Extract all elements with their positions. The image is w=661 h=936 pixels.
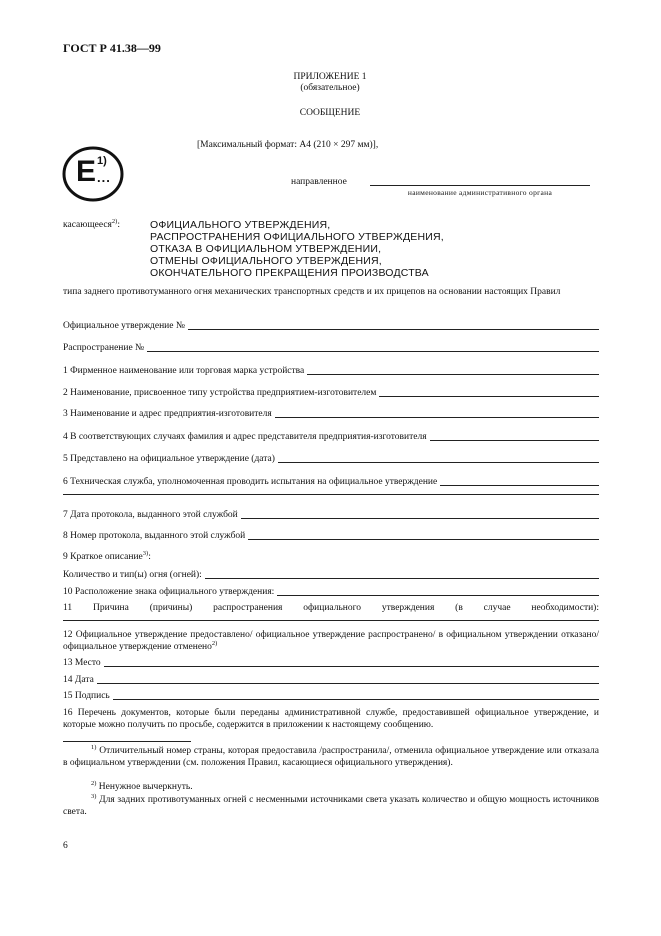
technical-service-field[interactable]: 6 Техническая служба, уполномоченная проводить испытания на официальное утверждение (63, 476, 599, 488)
addressee-field[interactable] (370, 185, 590, 186)
trade-name-field[interactable]: 1 Фирменное наименование или торговая марка устройства (63, 365, 599, 377)
footnote-divider (63, 741, 191, 742)
report-date-field[interactable]: 7 Дата протокола, выданного этой службой (63, 509, 599, 521)
footnote-2: $^{2)}$ Ненужное вычеркнуть. (91, 779, 193, 792)
format-note: [Максимальный формат: А4 (210 × 297 мм)], (197, 140, 379, 150)
date-field[interactable]: 14 Дата (63, 674, 599, 686)
concerning-option[interactable]: РАСПРОСТРАНЕНИЯ ОФИЦИАЛЬНОГО УТВЕРЖДЕНИЯ, (150, 231, 444, 243)
approval-mark-icon (62, 146, 128, 202)
concerning-option[interactable]: ОКОНЧАТЕЛЬНОГО ПРЕКРАЩЕНИЯ ПРОИЗВОДСТВА (150, 267, 429, 279)
brief-description-label: 9 Краткое описание$^{3)}$: (63, 549, 151, 562)
approval-status-text: 12 Официальное утверждение предоставлено/ официальное утверждение распространено/ в официальном утверждении отказано/ официальное утверждение отменено$^{2)}$ (63, 630, 599, 652)
page-number: 6 (63, 841, 68, 851)
message-heading: СООБЩЕНИЕ (299, 108, 361, 118)
manufacturer-field[interactable]: 3 Наименование и адрес предприятия-изготовителя (63, 408, 599, 420)
approval-mark-letter: E (76, 155, 97, 188)
annex-subtitle: (обязательное) (300, 83, 360, 93)
concerning-label: касающееся$^{2)}$: (63, 217, 120, 230)
document-code: ГОСТ Р 41.38—99 (63, 41, 161, 55)
extension-reason-line[interactable] (63, 620, 599, 621)
concerning-options (150, 219, 444, 279)
place-field[interactable]: 13 Место (63, 657, 599, 669)
signature-field[interactable]: 15 Подпись (63, 690, 599, 702)
concerning-option[interactable]: ОТМЕНЫ ОФИЦИАЛЬНОГО УТВЕРЖДЕНИЯ, (150, 255, 382, 267)
technical-service-line[interactable] (63, 494, 599, 495)
submitted-date-field[interactable]: 5 Представлено на официальное утверждение (дата) (63, 453, 599, 465)
concerning-option[interactable]: ОФИЦИАЛЬНОГО УТВЕРЖДЕНИЯ, (150, 219, 331, 231)
approval-mark-dots: ... (97, 170, 111, 185)
concerning-option[interactable]: ОТКАЗА В ОФИЦИАЛЬНОМ УТВЕРЖДЕНИИ, (150, 243, 382, 255)
addressee-caption: наименование административного органа (407, 188, 553, 197)
lamps-field[interactable]: Количество и тип(ы) огня (огней): (63, 569, 599, 581)
representative-field[interactable]: 4 В соответствующих случаях фамилия и адрес представителя предприятия-изготовителя (63, 431, 599, 443)
documents-list-text: 16 Перечень документов, которые были переданы административной службе, предоставившей официальное утверждение, и которые можно получить по просьбе, содержится в приложении к настоящему сообщению. (63, 708, 599, 730)
intro-text: типа заднего противотуманного огня механических транспортных средств и их прицепов на основании настоящих Правил (63, 287, 561, 297)
type-name-field[interactable]: 2 Наименование, присвоенное типу устройства предприятием-изготовителем (63, 387, 599, 399)
report-number-field[interactable]: 8 Номер протокола, выданного этой службой (63, 530, 599, 542)
extension-number-field[interactable]: Распространение № (63, 342, 599, 354)
annex-title: ПРИЛОЖЕНИЕ 1 (293, 72, 367, 82)
extension-reason-label: 11 Причина (причины) распространения официального утверждения (в случае необходимости): (63, 603, 599, 613)
footnote-1: $^{1)}$ Отличительный номер страны, которая предоставила /распространила/, отменила официальное утверждение или отказала в официальном утверждении (см. положения Правил, касающиеся официального утверждения). (63, 743, 600, 768)
footnote-3: $^{3)}$ Для задних противотуманных огней с несменными источниками света указать количество и общую мощность источников света. (63, 792, 599, 817)
approval-number-field[interactable]: Официальное утверждение № (63, 320, 599, 332)
addressee-label: направленное (291, 177, 347, 187)
mark-location-field[interactable]: 10 Расположение знака официального утверждения: (63, 586, 599, 598)
approval-mark-sup: 1) (97, 155, 107, 167)
